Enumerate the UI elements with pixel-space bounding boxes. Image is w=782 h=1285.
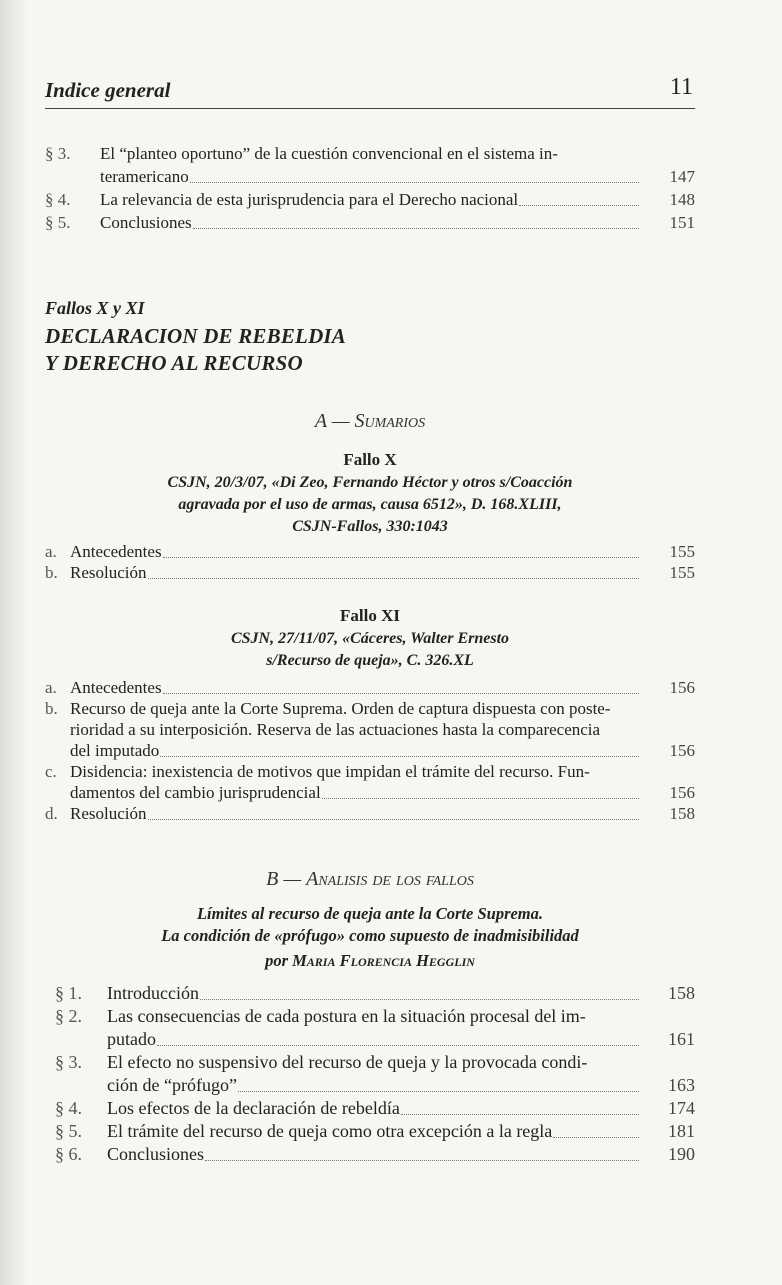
toc-entry-number: c. <box>45 762 57 781</box>
toc-entry-page: 174 <box>668 1098 695 1118</box>
toc-entry-line <box>55 1028 695 1051</box>
toc-entry-line <box>55 1005 695 1028</box>
toc-entry-title: del imputado <box>70 741 160 760</box>
toc-entry-line <box>45 541 695 563</box>
leader-dots <box>193 228 639 229</box>
header-page-number: 11 <box>669 74 693 100</box>
toc-entry-text <box>70 677 643 699</box>
toc-entry-line <box>45 698 695 720</box>
toc-entry-text <box>70 782 643 804</box>
toc-entry-title: Antecedentes <box>70 678 162 697</box>
toc-entry-line <box>55 1120 695 1143</box>
toc-entry-line <box>45 740 695 762</box>
running-header <box>45 74 695 109</box>
fallo-x-citation-3: CSJN-Fallos, 330:1043 <box>292 518 448 535</box>
toc-entry-text <box>70 719 643 741</box>
toc-entry-page: 147 <box>669 167 695 186</box>
fallo-xi-label: Fallo XI <box>340 606 400 625</box>
toc-entry-page: 181 <box>668 1121 695 1141</box>
leader-dots <box>148 578 640 579</box>
leader-dots <box>322 798 639 799</box>
toc-entry-page: 148 <box>669 190 695 209</box>
leader-dots <box>190 182 639 183</box>
leader-dots <box>238 1091 639 1092</box>
toc-entry-number: § 6. <box>55 1144 82 1164</box>
toc-entry-title: Introducción <box>107 983 199 1003</box>
fallo-xi-citation-2: s/Recurso de queja», C. 326.XL <box>266 652 474 669</box>
leader-dots <box>160 756 639 757</box>
toc-entry-page: 156 <box>669 678 695 697</box>
toc-entry-page: 190 <box>668 1144 695 1164</box>
toc-entry-line <box>55 1097 695 1120</box>
toc-entry-page: 158 <box>669 804 695 823</box>
toc-entry-number: § 4. <box>55 1098 82 1118</box>
toc-entry-title: El efecto no suspensivo del recurso de queja y la provocada condi- <box>107 1052 588 1072</box>
toc-entry-text <box>70 803 643 825</box>
toc-entry-number: a. <box>45 678 57 697</box>
toc-entry-number: b. <box>45 563 58 582</box>
fallo-xi-citation-1: CSJN, 27/11/07, «Cáceres, Walter Ernesto <box>230 630 510 647</box>
leader-dots <box>553 1137 639 1138</box>
leader-dots <box>401 1114 639 1115</box>
toc-entry-number: § 4. <box>45 190 71 209</box>
toc-entry-text <box>70 541 643 563</box>
leader-dots <box>157 1045 639 1046</box>
fallo-x-citation-2: agravada por el uso de armas, causa 6512», D. 168.XLIII, <box>178 496 562 513</box>
toc-entry-title: Las consecuencias de cada postura en la situación procesal del im- <box>107 1006 586 1026</box>
toc-entry-page: 161 <box>668 1029 695 1049</box>
toc-entry-line <box>55 982 695 1005</box>
toc-entry-number: § 5. <box>45 213 71 232</box>
header-title: Indice general <box>45 78 171 102</box>
toc-entry-line <box>45 189 695 211</box>
toc-entry-title: Antecedentes <box>70 542 162 561</box>
toc-entry-title: Resolución <box>70 804 147 823</box>
toc-entry-text <box>107 982 643 1005</box>
toc-entry-number: § 2. <box>55 1006 82 1026</box>
toc-entry-number: § 3. <box>55 1052 82 1072</box>
toc-entry-title: Resolución <box>70 563 147 582</box>
toc-entry-text <box>107 1028 643 1051</box>
toc-entry-line <box>45 782 695 804</box>
toc-entry-title: teramericano <box>100 167 189 186</box>
part-b-label: Analisis de los fallos <box>306 868 474 890</box>
toc-entry-text <box>107 1097 643 1120</box>
toc-entry-number: d. <box>45 804 58 823</box>
toc-entry-title: Disidencia: inexistencia de motivos que impidan el trámite del recurso. Fun- <box>70 762 590 781</box>
toc-entry-page: 163 <box>668 1075 695 1095</box>
fallo-x-citation-1: CSJN, 20/3/07, «Di Zeo, Fernando Héctor y otros s/Coacción <box>167 474 573 491</box>
toc-entry-title: Los efectos de la declaración de rebeldía <box>107 1098 400 1118</box>
leader-dots <box>519 205 639 206</box>
leader-dots <box>163 693 639 694</box>
toc-entry-line <box>45 761 695 783</box>
toc-entry-title: ción de “prófugo” <box>107 1075 237 1095</box>
section-kicker: Fallos X y XI <box>45 298 145 318</box>
toc-entry-text <box>70 698 643 720</box>
toc-entry-text <box>107 1074 643 1097</box>
toc-entry-line <box>45 719 695 741</box>
toc-entry-page: 156 <box>669 741 695 760</box>
leader-dots <box>200 999 639 1000</box>
leader-dots <box>163 557 639 558</box>
toc-entry-text <box>100 189 643 211</box>
toc-entry-line <box>55 1051 695 1074</box>
toc-entry-line <box>45 166 695 188</box>
toc-entry-title: El “planteo oportuno” de la cuestión convencional en el sistema in- <box>100 144 558 163</box>
part-a-letter: A — <box>314 410 355 432</box>
toc-entry-line <box>45 212 695 234</box>
analysis-author-line <box>45 950 695 972</box>
toc-entry-line <box>45 803 695 825</box>
leader-dots <box>205 1160 639 1161</box>
toc-entry-number: b. <box>45 699 58 718</box>
toc-entry-number: § 1. <box>55 983 82 1003</box>
toc-entry-page: 156 <box>669 783 695 802</box>
section-title-line1: DECLARACION DE REBELDIA <box>45 324 347 348</box>
toc-entry-title: La relevancia de esta jurisprudencia para el Derecho nacional <box>100 190 519 209</box>
toc-entry-title: rioridad a su interposición. Reserva de las actuaciones hasta la comparecencia <box>70 720 601 739</box>
toc-entry-page: 158 <box>668 983 695 1003</box>
toc-entry-text <box>70 740 643 762</box>
toc-entry-text <box>70 761 643 783</box>
toc-entry-title: Recurso de queja ante la Corte Suprema. Orden de captura dispuesta con poste- <box>70 699 611 718</box>
page-binding-shadow <box>0 0 28 1285</box>
analysis-title-2: La condición de «prófugo» como supuesto de inadmisibilidad <box>161 926 579 945</box>
toc-entry-title: Conclusiones <box>107 1144 204 1164</box>
toc-entry-number: § 3. <box>45 144 71 163</box>
toc-entry-text <box>100 212 643 234</box>
toc-entry-text <box>107 1143 643 1166</box>
section-title-line2: Y DERECHO AL RECURSO <box>45 351 303 375</box>
toc-entry-page: 151 <box>669 213 695 232</box>
toc-entry-page: 155 <box>669 542 695 561</box>
toc-entry-text <box>100 143 643 165</box>
toc-entry-text <box>70 562 643 584</box>
toc-entry-text <box>100 166 643 188</box>
part-b-heading <box>45 868 695 891</box>
fallo-x-label: Fallo X <box>343 450 397 469</box>
toc-entry-number: a. <box>45 542 57 561</box>
part-a-label: Sumarios <box>354 410 426 432</box>
toc-entry-line <box>45 562 695 584</box>
part-b-letter: B — <box>266 868 307 890</box>
analysis-author-prefix: por <box>265 951 293 970</box>
toc-entry-title: Conclusiones <box>100 213 192 232</box>
toc-entry-page: 155 <box>669 563 695 582</box>
toc-entry-text <box>107 1005 643 1028</box>
toc-entry-title: damentos del cambio jurisprudencial <box>70 783 321 802</box>
analysis-author: Maria Florencia Hegglin <box>292 951 475 970</box>
part-a-heading <box>45 410 695 433</box>
toc-entry-title: putado <box>107 1029 156 1049</box>
toc-entry-text <box>107 1120 643 1143</box>
toc-entry-line <box>55 1074 695 1097</box>
toc-entry-title: El trámite del recurso de queja como otra excepción a la regla <box>107 1121 553 1141</box>
analysis-title-1: Límites al recurso de queja ante la Corte Suprema. <box>196 904 544 923</box>
toc-entry-line <box>45 677 695 699</box>
toc-entry-line <box>55 1143 695 1166</box>
toc-entry-text <box>107 1051 643 1074</box>
toc-entry-number: § 5. <box>55 1121 82 1141</box>
toc-entry-line <box>45 143 695 165</box>
leader-dots <box>148 819 640 820</box>
